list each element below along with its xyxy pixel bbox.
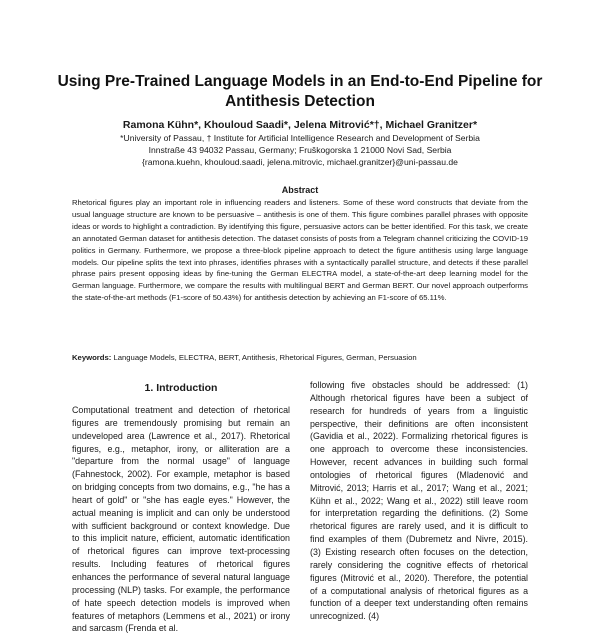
intro-right-column: following five obstacles should be addressed: (1) Although rhetorical figures have been a subject of research for hundreds of years from a linguistic perspective, their definitions are often inconsistent (Gavidia et al., 2022). Formalizing rhetorical figures is one approach to overcome these inconsistencies. However, recent advances in building such formal ontologies of rhetorical figures (Mladenović and Mitrović, 2013; Harris et al., 2017; Wang et al., 2021; Kühn et al., 2022; Wang et al., 2022) still leave room for interpretation regarding the definitions. (2) Some rhetorical figures are rarely used, and it is difficult to find examples of them (Dubremetz and Nivre, 2015). (3) Existing research often focuses on the detection, rarely considering the cognitive effects of rhetorical figures (Mitrović et al., 2020). Therefore, the potential of a computational analysis of rhetorical figures as a function of a deeper text understanding often remains unrecognized. (4) bbox=[310, 380, 528, 622]
keywords-label: Keywords: bbox=[72, 353, 112, 362]
abstract-heading: Abstract bbox=[281, 185, 319, 195]
abstract-text: Rhetorical figures play an important role in influencing readers and listeners. Some of these word constructs that deviate from the usual language structure are known to be persuasive – antithesis is one of them. This figure combines parallel phrases with opposite ideas or words to highlight a contradiction. By identifying this figure, persuasive actors can be better identified. For this task, we create an annotated German dataset for antithesis detection. The dataset consists of posts from a Telegram channel criticizing the COVID-19 politics in Germany. Furthermore, we propose a three-block pipeline approach to detect the figure antithesis using large language models. Our pipeline splits the text into phrases, identifies phrases with a syntactically parallel structure, and detects if these parallel phrase pairs present opposing ideas by fine-tuning the German ELECTRA model, a state-of-the-art deep learning model for the German language. Furthermore, we compare the results with multilingual BERT and German BERT. Our novel approach outperforms the state-of-the-art methods (F1-score of 50.43%) for antithesis detection by achieving an F1-score of 65.11%. bbox=[72, 198, 528, 303]
paper-title: Using Pre-Trained Language Models in an End-to-End Pipeline for Antithesis Detection bbox=[57, 73, 543, 110]
address-line: Innstraße 43 94032 Passau, Germany; Fruškogorska 1 21000 Novi Sad, Serbia bbox=[148, 145, 452, 155]
affiliation-line: *University of Passau, † Institute for Artificial Intelligence Research and Development of Serbia bbox=[120, 133, 480, 143]
section-heading-introduction: 1. Introduction bbox=[144, 382, 218, 394]
author-list: Ramona Kühn*, Khouloud Saadi*, Jelena Mitrović*†, Michael Granitzer* bbox=[122, 119, 478, 131]
affiliations bbox=[40, 132, 560, 168]
keywords-list: Language Models, ELECTRA, BERT, Antithesis, Rhetorical Figures, German, Persuasion bbox=[113, 353, 417, 362]
intro-left-column: Computational treatment and detection of rhetorical figures are tremendously promising but remain an undeveloped area (Lawrence et al., 2017). Rhetorical figures, e.g., metaphor, irony, or alliteration are a "departure from the normal usage" of language (Fahnestock, 2002). For example, metaphor is based on bridging concepts from two domains, e.g., "he has a heart of gold" or "she has eagle eyes." However, the actual meaning is implicit and can only be understood with sufficient background or context knowledge. Due to this implicit nature, efficient, automatic identification of rhetorical figures can improve text-processing results. Including features of rhetorical figures enhances the performance of several natural language processing (NLP) tasks. For example, the performance of hate speech detection models is improved when features of metaphors (Lemmens et al., 2021) or irony and sarcasm (Frenda et al. bbox=[72, 405, 290, 634]
email-line: {ramona.kuehn, khouloud.saadi, jelena.mitrovic, michael.granitzer}@uni-passau.de bbox=[142, 157, 458, 167]
keywords bbox=[72, 352, 528, 363]
